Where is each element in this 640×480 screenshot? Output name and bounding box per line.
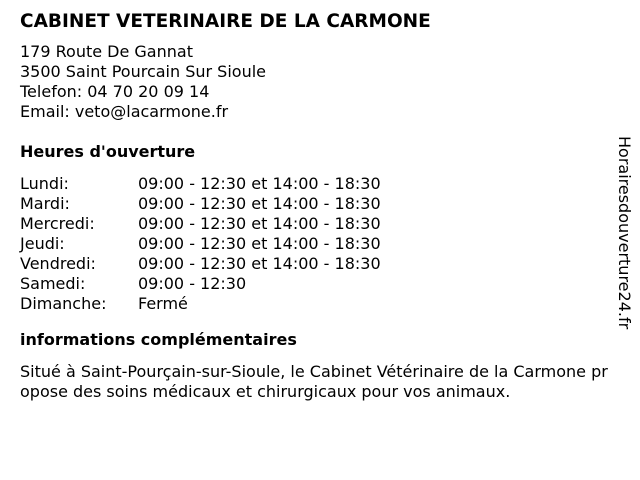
hours-row-tuesday bbox=[20, 194, 610, 214]
hours-row-friday bbox=[20, 254, 610, 274]
time-value: 09:00 - 12:30 et 14:00 - 18:30 bbox=[138, 254, 381, 273]
time-value: Fermé bbox=[138, 294, 188, 313]
hours-row-saturday bbox=[20, 274, 610, 294]
hours-row-monday bbox=[20, 174, 610, 194]
day-label: Lundi: bbox=[20, 174, 69, 193]
time-value: 09:00 - 12:30 bbox=[138, 274, 247, 293]
business-name: CABINET VETERINAIRE DE LA CARMONE bbox=[20, 11, 431, 32]
phone-line: Telefon: 04 70 20 09 14 bbox=[20, 82, 210, 101]
hours-row-sunday bbox=[20, 294, 610, 314]
day-label: Vendredi: bbox=[20, 254, 96, 273]
day-label: Mardi: bbox=[20, 194, 70, 213]
email-line: Email: veto@lacarmone.fr bbox=[20, 102, 229, 121]
time-value: 09:00 - 12:30 et 14:00 - 18:30 bbox=[138, 214, 381, 233]
day-label: Samedi: bbox=[20, 274, 86, 293]
hours-row-thursday bbox=[20, 234, 610, 254]
address-city: 3500 Saint Pourcain Sur Sioule bbox=[20, 62, 266, 81]
business-card bbox=[20, 10, 610, 402]
info-description: Situé à Saint-Pourçain-sur-Sioule, le Cabinet Vétérinaire de la Carmone propose des soins médicaux et chirurgicaux pour vos animaux. bbox=[20, 362, 608, 401]
site-watermark: Horairesdouverture24.fr bbox=[615, 136, 634, 330]
hours-table bbox=[20, 174, 610, 314]
hours-row-wednesday bbox=[20, 214, 610, 234]
info-heading: informations complémentaires bbox=[20, 330, 297, 349]
time-value: 09:00 - 12:30 et 14:00 - 18:30 bbox=[138, 174, 381, 193]
day-label: Jeudi: bbox=[20, 234, 65, 253]
day-label: Mercredi: bbox=[20, 214, 95, 233]
time-value: 09:00 - 12:30 et 14:00 - 18:30 bbox=[138, 234, 381, 253]
address-block bbox=[20, 42, 610, 122]
day-label: Dimanche: bbox=[20, 294, 107, 313]
hours-heading: Heures d'ouverture bbox=[20, 142, 196, 161]
time-value: 09:00 - 12:30 et 14:00 - 18:30 bbox=[138, 194, 381, 213]
address-street: 179 Route De Gannat bbox=[20, 42, 193, 61]
